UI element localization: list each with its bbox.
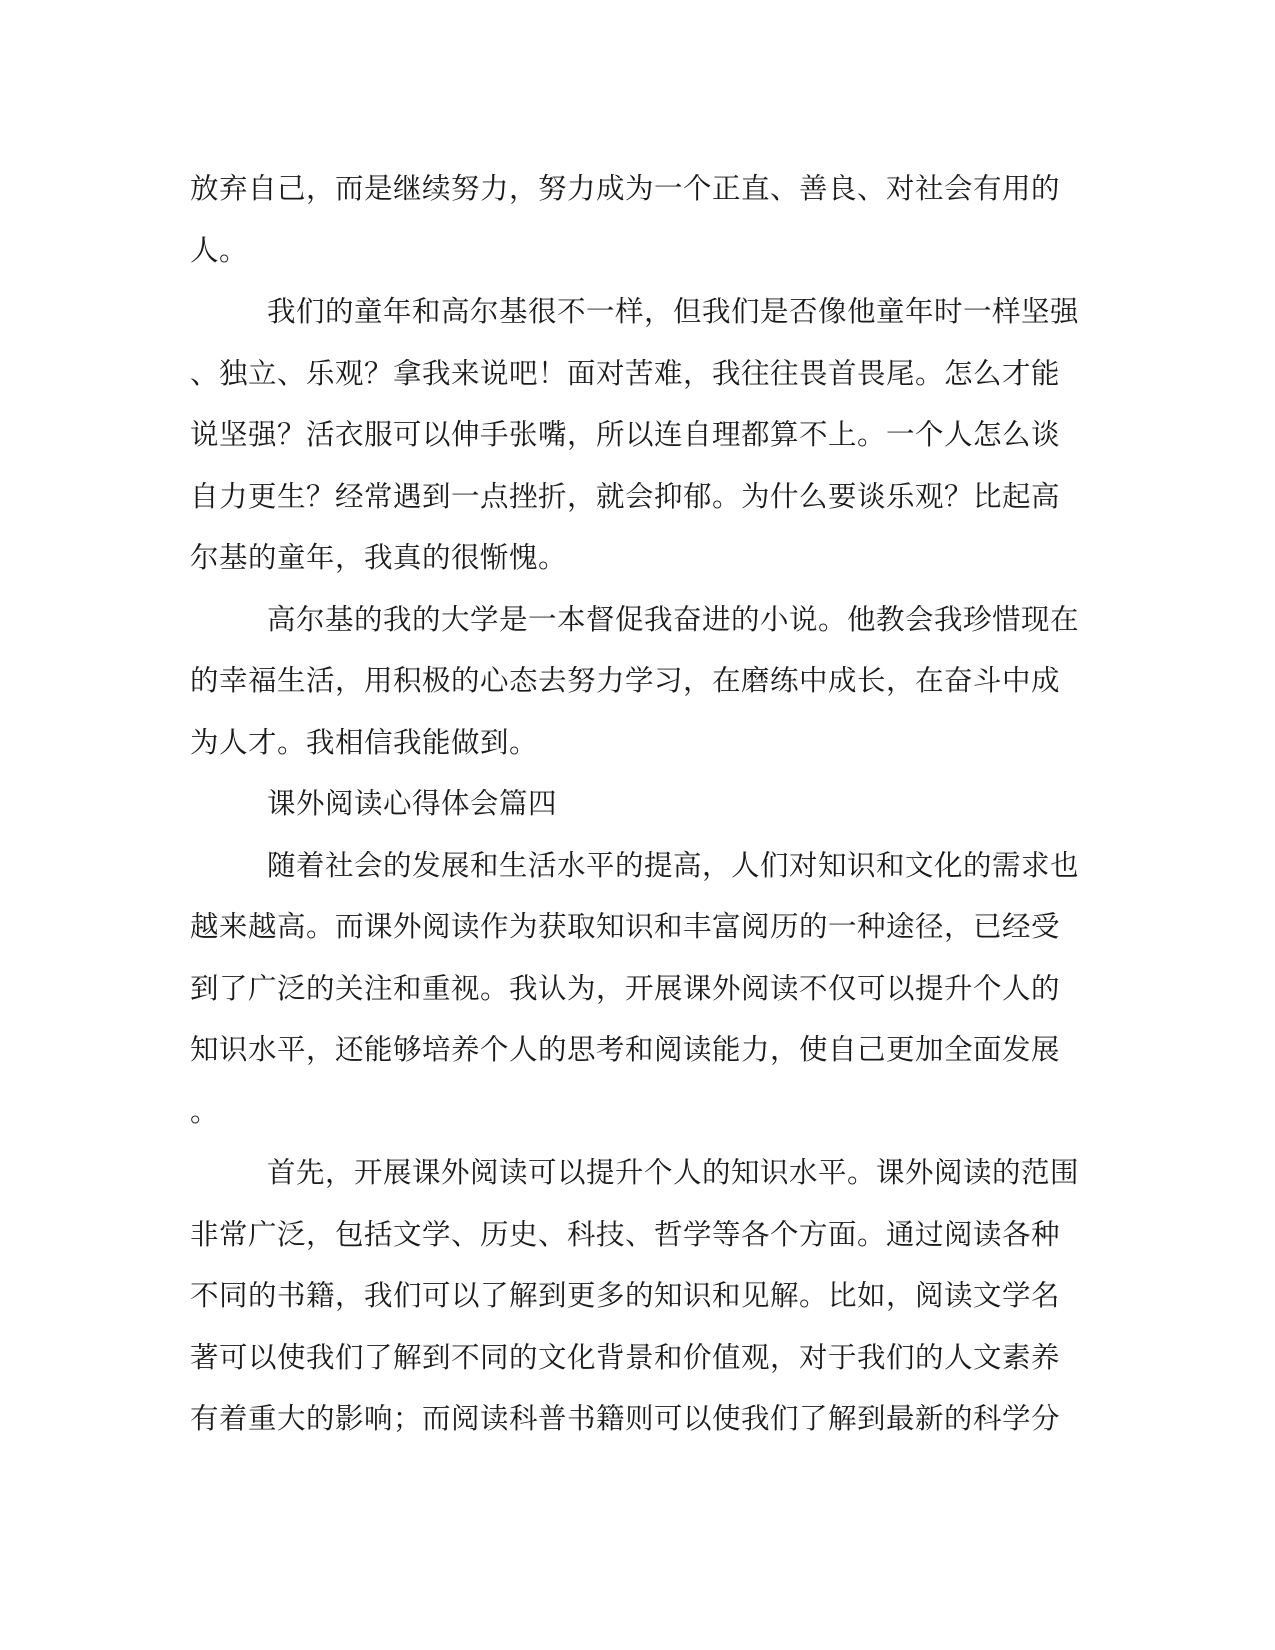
text-line: 为人才。我相信我能做到。 [190,725,539,759]
text-line: 的幸福生活，用积极的心态去努力学习，在磨练中成长，在奋斗中成 [190,664,1061,697]
text-line: 到了广泛的关注和重视。我认为，开展课外阅读不仅可以提升个人的 [190,971,1061,1005]
text-line: 人。 [190,233,249,267]
section-heading: 课外阅读心得体会篇四 [267,787,558,820]
text-line: 知识水平，还能够培养个人的思考和阅读能力，使自己更加全面发展 [190,1033,1061,1066]
paragraph-start-line: 我们的童年和高尔基很不一样，但我们是否像他童年时一样坚强 [267,295,1080,328]
text-line: 著可以使我们了解到不同的文化背景和价值观，对于我们的人文素养 [190,1340,1061,1374]
paragraph-start-line: 高尔基的我的大学是一本督促我奋进的小说。他教会我珍惜现在 [267,602,1080,636]
text-line: 不同的书籍，我们可以了解到更多的知识和见解。比如，阅读文学名 [190,1279,1061,1312]
text-line: 有着重大的影响；而阅读科普书籍则可以使我们了解到最新的科学分 [190,1402,1061,1435]
text-line: 、独立、乐观？拿我来说吧！面对苦难，我往往畏首畏尾。怎么才能 [190,356,1061,390]
paragraph-start-line: 首先，开展课外阅读可以提升个人的知识水平。课外阅读的范围 [267,1156,1080,1189]
text-line: 。 [190,1094,220,1128]
text-line: 越来越高。而课外阅读作为获取知识和丰富阅历的一种途径，已经受 [190,910,1061,943]
text-line: 非常广泛，包括文学、历史、科技、哲学等各个方面。通过阅读各种 [190,1217,1061,1251]
paragraph-start-line: 随着社会的发展和生活水平的提高，人们对知识和文化的需求也 [267,848,1080,882]
text-line: 说坚强？活衣服可以伸手张嘴，所以连自理都算不上。一个人怎么谈 [190,418,1061,451]
text-line: 放弃自己，而是继续努力，努力成为一个正直、善良、对社会有用的 [190,172,1061,205]
body-text [190,158,1085,1450]
text-line: 自力更生？经常遇到一点挫折，就会抑郁。为什么要谈乐观？比起高 [190,479,1061,513]
text-line: 尔基的童年，我真的很惭愧。 [190,541,568,574]
